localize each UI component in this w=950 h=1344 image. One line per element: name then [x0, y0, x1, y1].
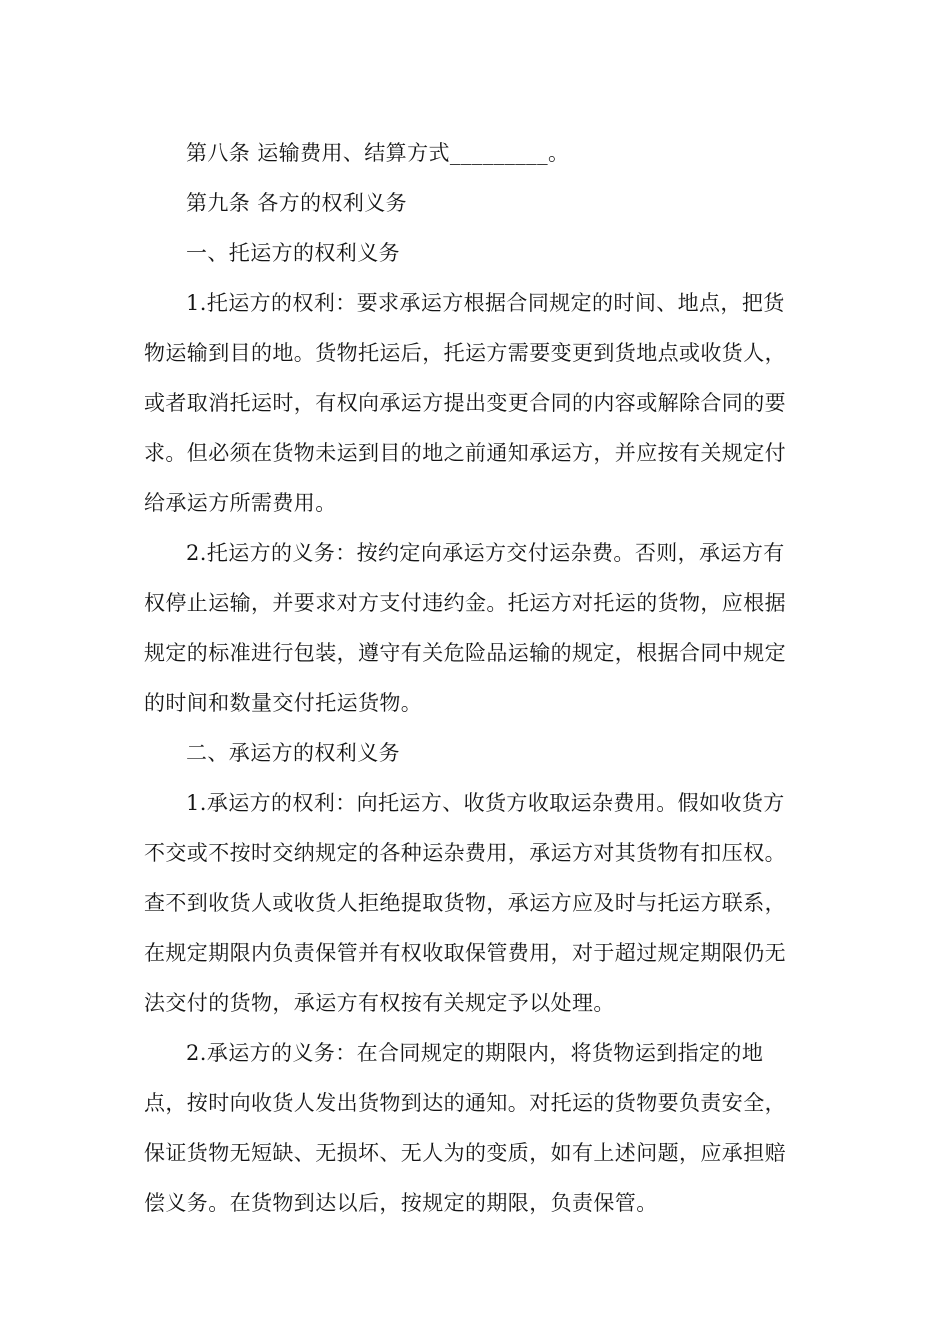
- carrier-obligations-paragraph: 2.承运方的义务：在合同规定的期限内，将货物运到指定的地点，按时向收货人发出货物到达的通知。对托运的货物要负责安全，保证货物无短缺、无损坏、无人为的变质，如有上述问题，应承担赔偿义务。在货物到达以后，按规定的期限，负责保管。: [144, 1041, 786, 1215]
- shipper-rights-paragraph: 1.托运方的权利：要求承运方根据合同规定的时间、地点，把货物运输到目的地。货物托运后，托运方需要变更到货地点或收货人，或者取消托运时，有权向承运方提出变更合同的内容或解除合同的要求。但必须在货物未运到目的地之前通知承运方，并应按有关规定付给承运方所需费用。: [144, 291, 786, 515]
- section-1-heading: 一、托运方的权利义务: [186, 241, 400, 265]
- article-9-heading: 第九条 各方的权利义务: [186, 191, 408, 215]
- carrier-rights-paragraph: 1.承运方的权利：向托运方、收货方收取运杂费用。假如收货方不交或不按时交纳规定的各种运杂费用，承运方对其货物有扣压权。查不到收货人或收货人拒绝提取货物，承运方应及时与托运方联系，在规定期限内负责保管并有权收取保管费用，对于超过规定期限仍无法交付的货物，承运方有权按有关规定予以处理。: [144, 791, 786, 1015]
- article-8-heading: 第八条 运输费用、结算方式_________。: [186, 141, 570, 165]
- shipper-obligations-paragraph: 2.托运方的义务：按约定向承运方交付运杂费。否则，承运方有权停止运输，并要求对方支付违约金。托运方对托运的货物，应根据规定的标准进行包装，遵守有关危险品运输的规定，根据合同中规定的时间和数量交付托运货物。: [144, 541, 786, 715]
- document-body: [144, 128, 804, 1228]
- section-2-heading: 二、承运方的权利义务: [186, 741, 400, 765]
